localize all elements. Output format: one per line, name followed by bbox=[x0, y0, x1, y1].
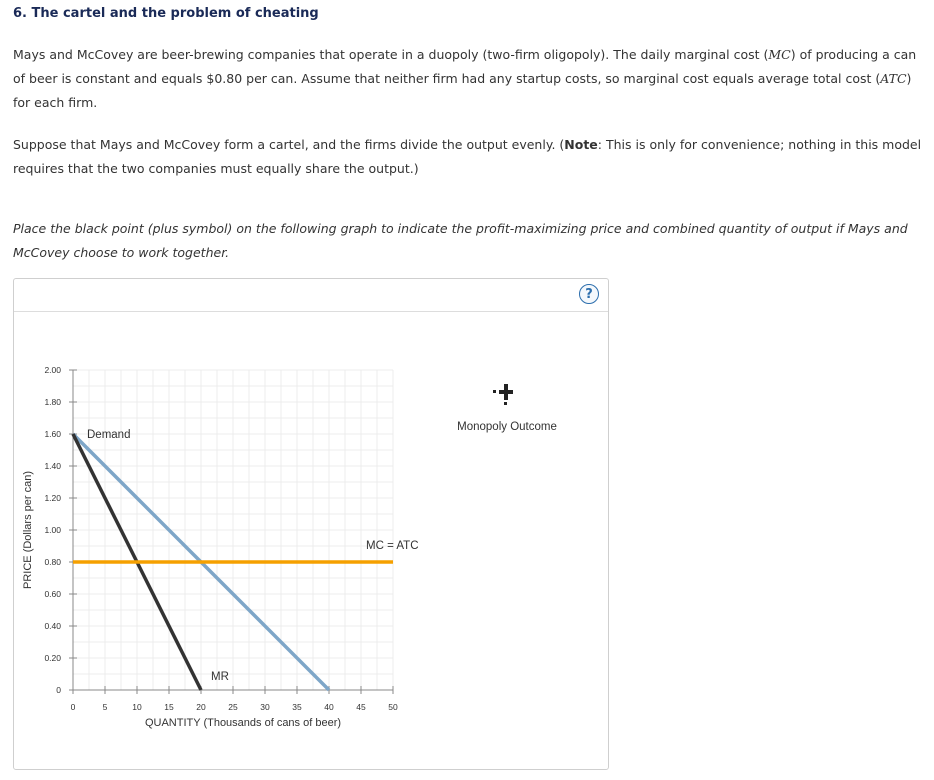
p2-text-a: Suppose that Mays and McCovey form a cartel, and the firms divide the output evenly. ( bbox=[13, 137, 565, 152]
atc-symbol: ATC bbox=[880, 71, 907, 86]
p1-text-b: ) of producing a can of beer is constant and equals $0.80 per can. Assume that neither firm had any startup costs, so marginal cost equals average total cost ( bbox=[13, 47, 917, 86]
x-tick-label: 0 bbox=[70, 702, 76, 712]
question-heading: 6. The cartel and the problem of cheating bbox=[13, 6, 319, 21]
y-tick-label: 1.20 bbox=[44, 493, 61, 503]
demand-label: Demand bbox=[87, 429, 131, 441]
y-tick-label: 0.80 bbox=[44, 557, 61, 567]
mc-symbol: MC bbox=[768, 47, 791, 62]
x-tick-label: 10 bbox=[132, 702, 142, 712]
help-button[interactable]: ? bbox=[579, 284, 599, 304]
x-tick-label: 40 bbox=[324, 702, 334, 712]
y-tick-label: 0.40 bbox=[44, 621, 61, 631]
y-tick-label: 1.40 bbox=[44, 461, 61, 471]
x-tick-label: 5 bbox=[102, 702, 108, 712]
x-tick-label: 25 bbox=[228, 702, 238, 712]
p1-text-c: ) for each firm. bbox=[13, 71, 912, 110]
mc-atc-label: MC = ATC bbox=[366, 540, 419, 552]
mr-label: MR bbox=[211, 671, 229, 683]
x-tick-label: 45 bbox=[356, 702, 366, 712]
y-tick-label: 1.60 bbox=[44, 429, 61, 439]
note-label: Note bbox=[564, 137, 598, 152]
x-tick-label: 30 bbox=[260, 702, 270, 712]
y-tick-label: 0 bbox=[56, 685, 61, 695]
x-axis-label: QUANTITY (Thousands of cans of beer) bbox=[144, 717, 342, 729]
p1-text-a: Mays and McCovey are beer-brewing companies that operate in a duopoly (two-firm oligopoly). The daily marginal cost ( bbox=[13, 47, 769, 62]
y-axis-label: PRICE (Dollars per can) bbox=[22, 471, 34, 589]
monopoly-outcome-plus-tool[interactable] bbox=[493, 384, 513, 405]
monopoly-outcome-label: Monopoly Outcome bbox=[457, 421, 557, 433]
p2-text-b: : This is only for convenience; nothing in this model requires that the two companies must equally share the output.) bbox=[13, 137, 922, 176]
plus-symbol-part bbox=[493, 390, 496, 393]
plus-symbol-part bbox=[504, 402, 507, 405]
y-tick-label: 0.20 bbox=[44, 653, 61, 663]
y-tick-label: 0.60 bbox=[44, 589, 61, 599]
y-tick-label: 1.80 bbox=[44, 397, 61, 407]
x-tick-label: 50 bbox=[388, 702, 398, 712]
plus-symbol-part bbox=[499, 390, 513, 394]
y-tick-label: 1.00 bbox=[44, 525, 61, 535]
instruction-text: Place the black point (plus symbol) on the following graph to indicate the profit-maximizing price and combined quantity of output if Mays and McCovey choose to work together. bbox=[13, 221, 908, 260]
x-tick-label: 20 bbox=[196, 702, 206, 712]
y-tick-label: 2.00 bbox=[44, 365, 61, 375]
x-tick-label: 35 bbox=[292, 702, 302, 712]
x-tick-label: 15 bbox=[164, 702, 174, 712]
